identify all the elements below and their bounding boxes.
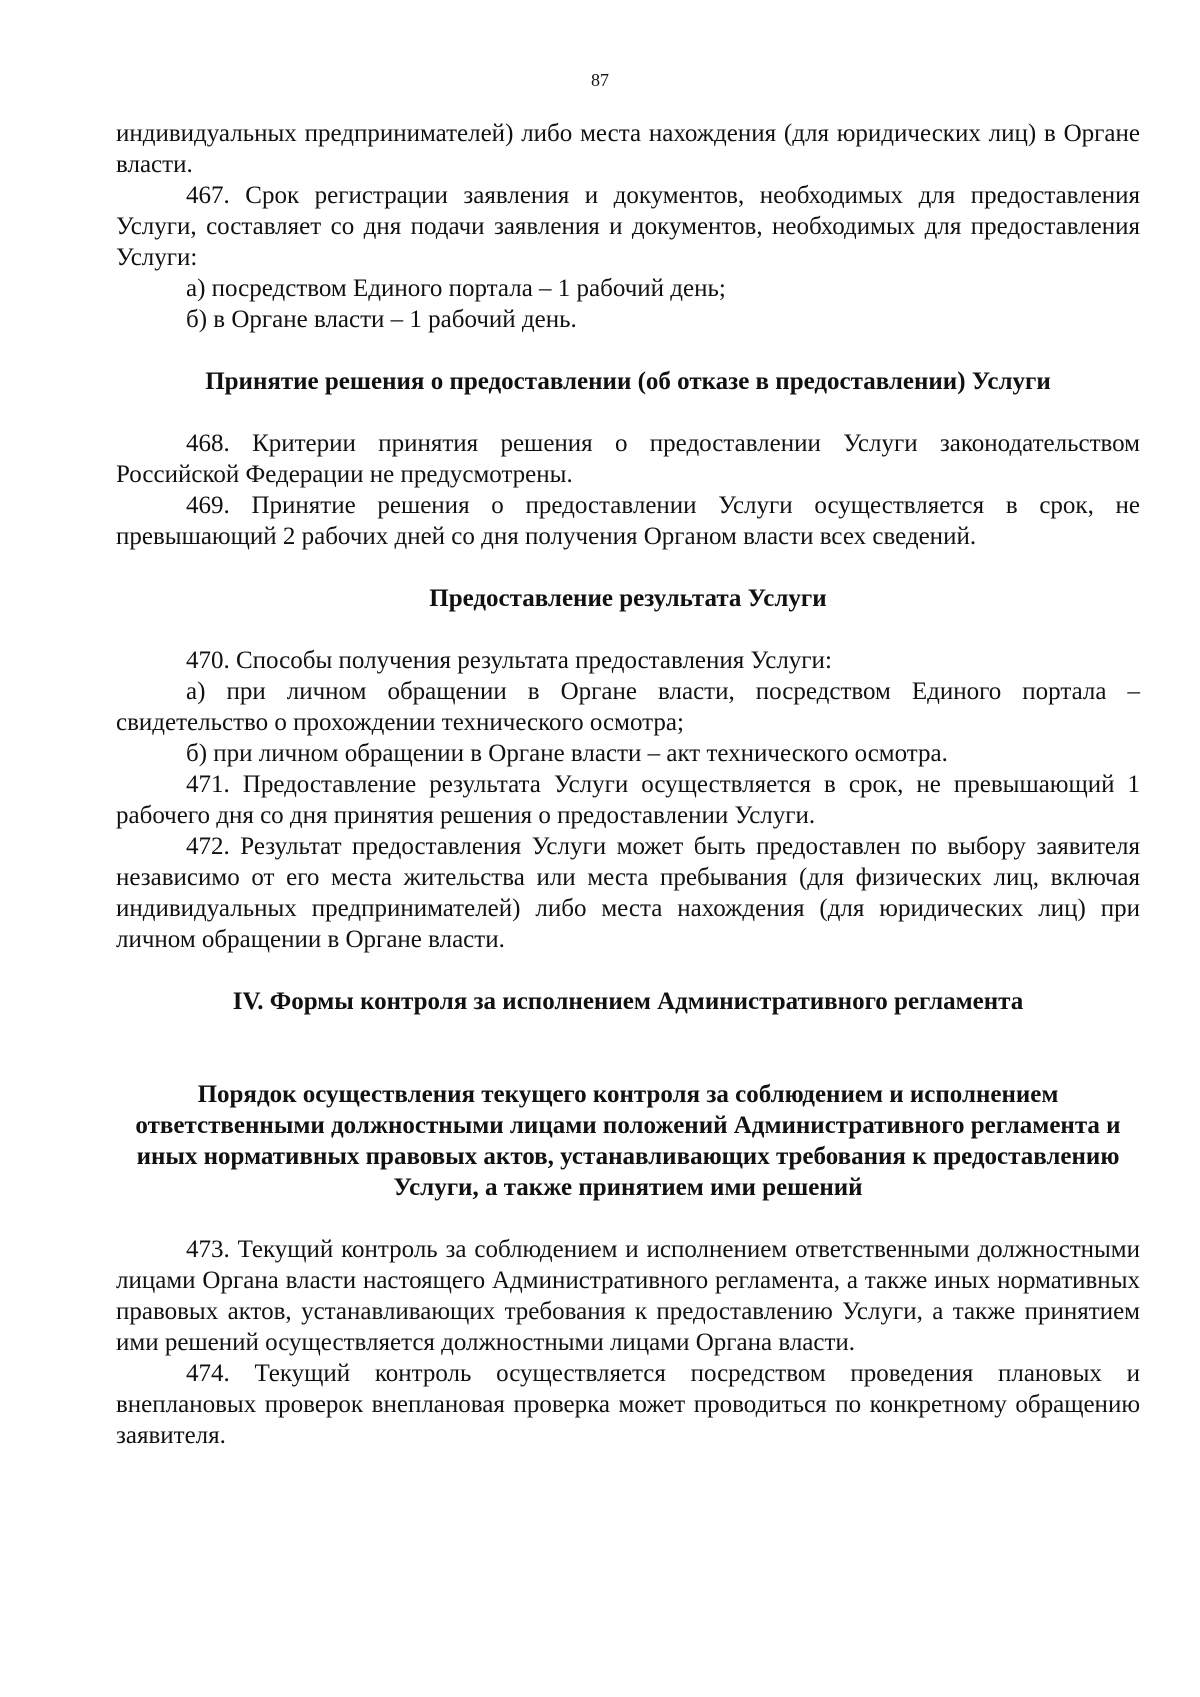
page-number: 87 [591,70,609,90]
paragraph-472: 472. Результат предоставления Услуги может быть предоставлен по выбору заявителя независимо от его места жительства или места пребывания (для физических лиц, включая индивидуальных предпринимателей) либо места нахождения (для юридических лиц) при личном обращении в Органе власти. [116,833,1140,953]
section-heading-result: Предоставление результата Услуги [429,585,827,612]
paragraph-continuation: индивидуальных предпринимателей) либо места нахождения (для юридических лиц) в Органе власти. [116,120,1140,178]
paragraph-470-a: а) при личном обращении в Органе власти, посредством Единого портала – свидетельство о прохождении технического осмотра; [116,678,1140,736]
paragraph-468: 468. Критерии принятия решения о предоставлении Услуги законодательством Российской Федерации не предусмотрены. [116,430,1140,488]
document-body [116,118,1140,1451]
section-heading-current-control: Порядок осуществления текущего контроля за соблюдением и исполнением ответственными должностными лицами положений Административного регламента и иных нормативных правовых актов, устанавливающих требования к предоставлению Услуги, а также принятием ими решений [135,1081,1121,1201]
paragraph-474: 474. Текущий контроль осуществляется посредством проведения плановых и внеплановых проверок внеплановая проверка может проводиться по конкретному обращению заявителя. [116,1360,1140,1449]
paragraph-467: 467. Срок регистрации заявления и документов, необходимых для предоставления Услуги, составляет со дня подачи заявления и документов, необходимых для предоставления Услуги: [116,182,1140,271]
paragraph-470-b: б) при личном обращении в Органе власти – акт технического осмотра. [186,740,948,767]
chapter-heading-control: IV. Формы контроля за исполнением Административного регламента [232,988,1024,1015]
paragraph-467-a: а) посредством Единого портала – 1 рабочий день; [186,275,726,302]
paragraph-469: 469. Принятие решения о предоставлении Услуги осуществляется в срок, не превышающий 2 рабочих дней со дня получения Органом власти всех сведений. [116,492,1140,550]
section-heading-decision: Принятие решения о предоставлении (об отказе в предоставлении) Услуги [205,368,1051,395]
paragraph-470: 470. Способы получения результата предоставления Услуги: [186,647,832,674]
paragraph-467-b: б) в Органе власти – 1 рабочий день. [186,306,577,333]
paragraph-473: 473. Текущий контроль за соблюдением и исполнением ответственными должностными лицами Органа власти настоящего Административного регламента, а также иных нормативных правовых актов, устанавливающих требования к предоставлению Услуги, а также принятием ими решений осуществляется должностными лицами Органа власти. [116,1236,1140,1356]
paragraph-471: 471. Предоставление результата Услуги осуществляется в срок, не превышающий 1 рабочего дня со дня принятия решения о предоставлении Услуги. [116,771,1140,829]
